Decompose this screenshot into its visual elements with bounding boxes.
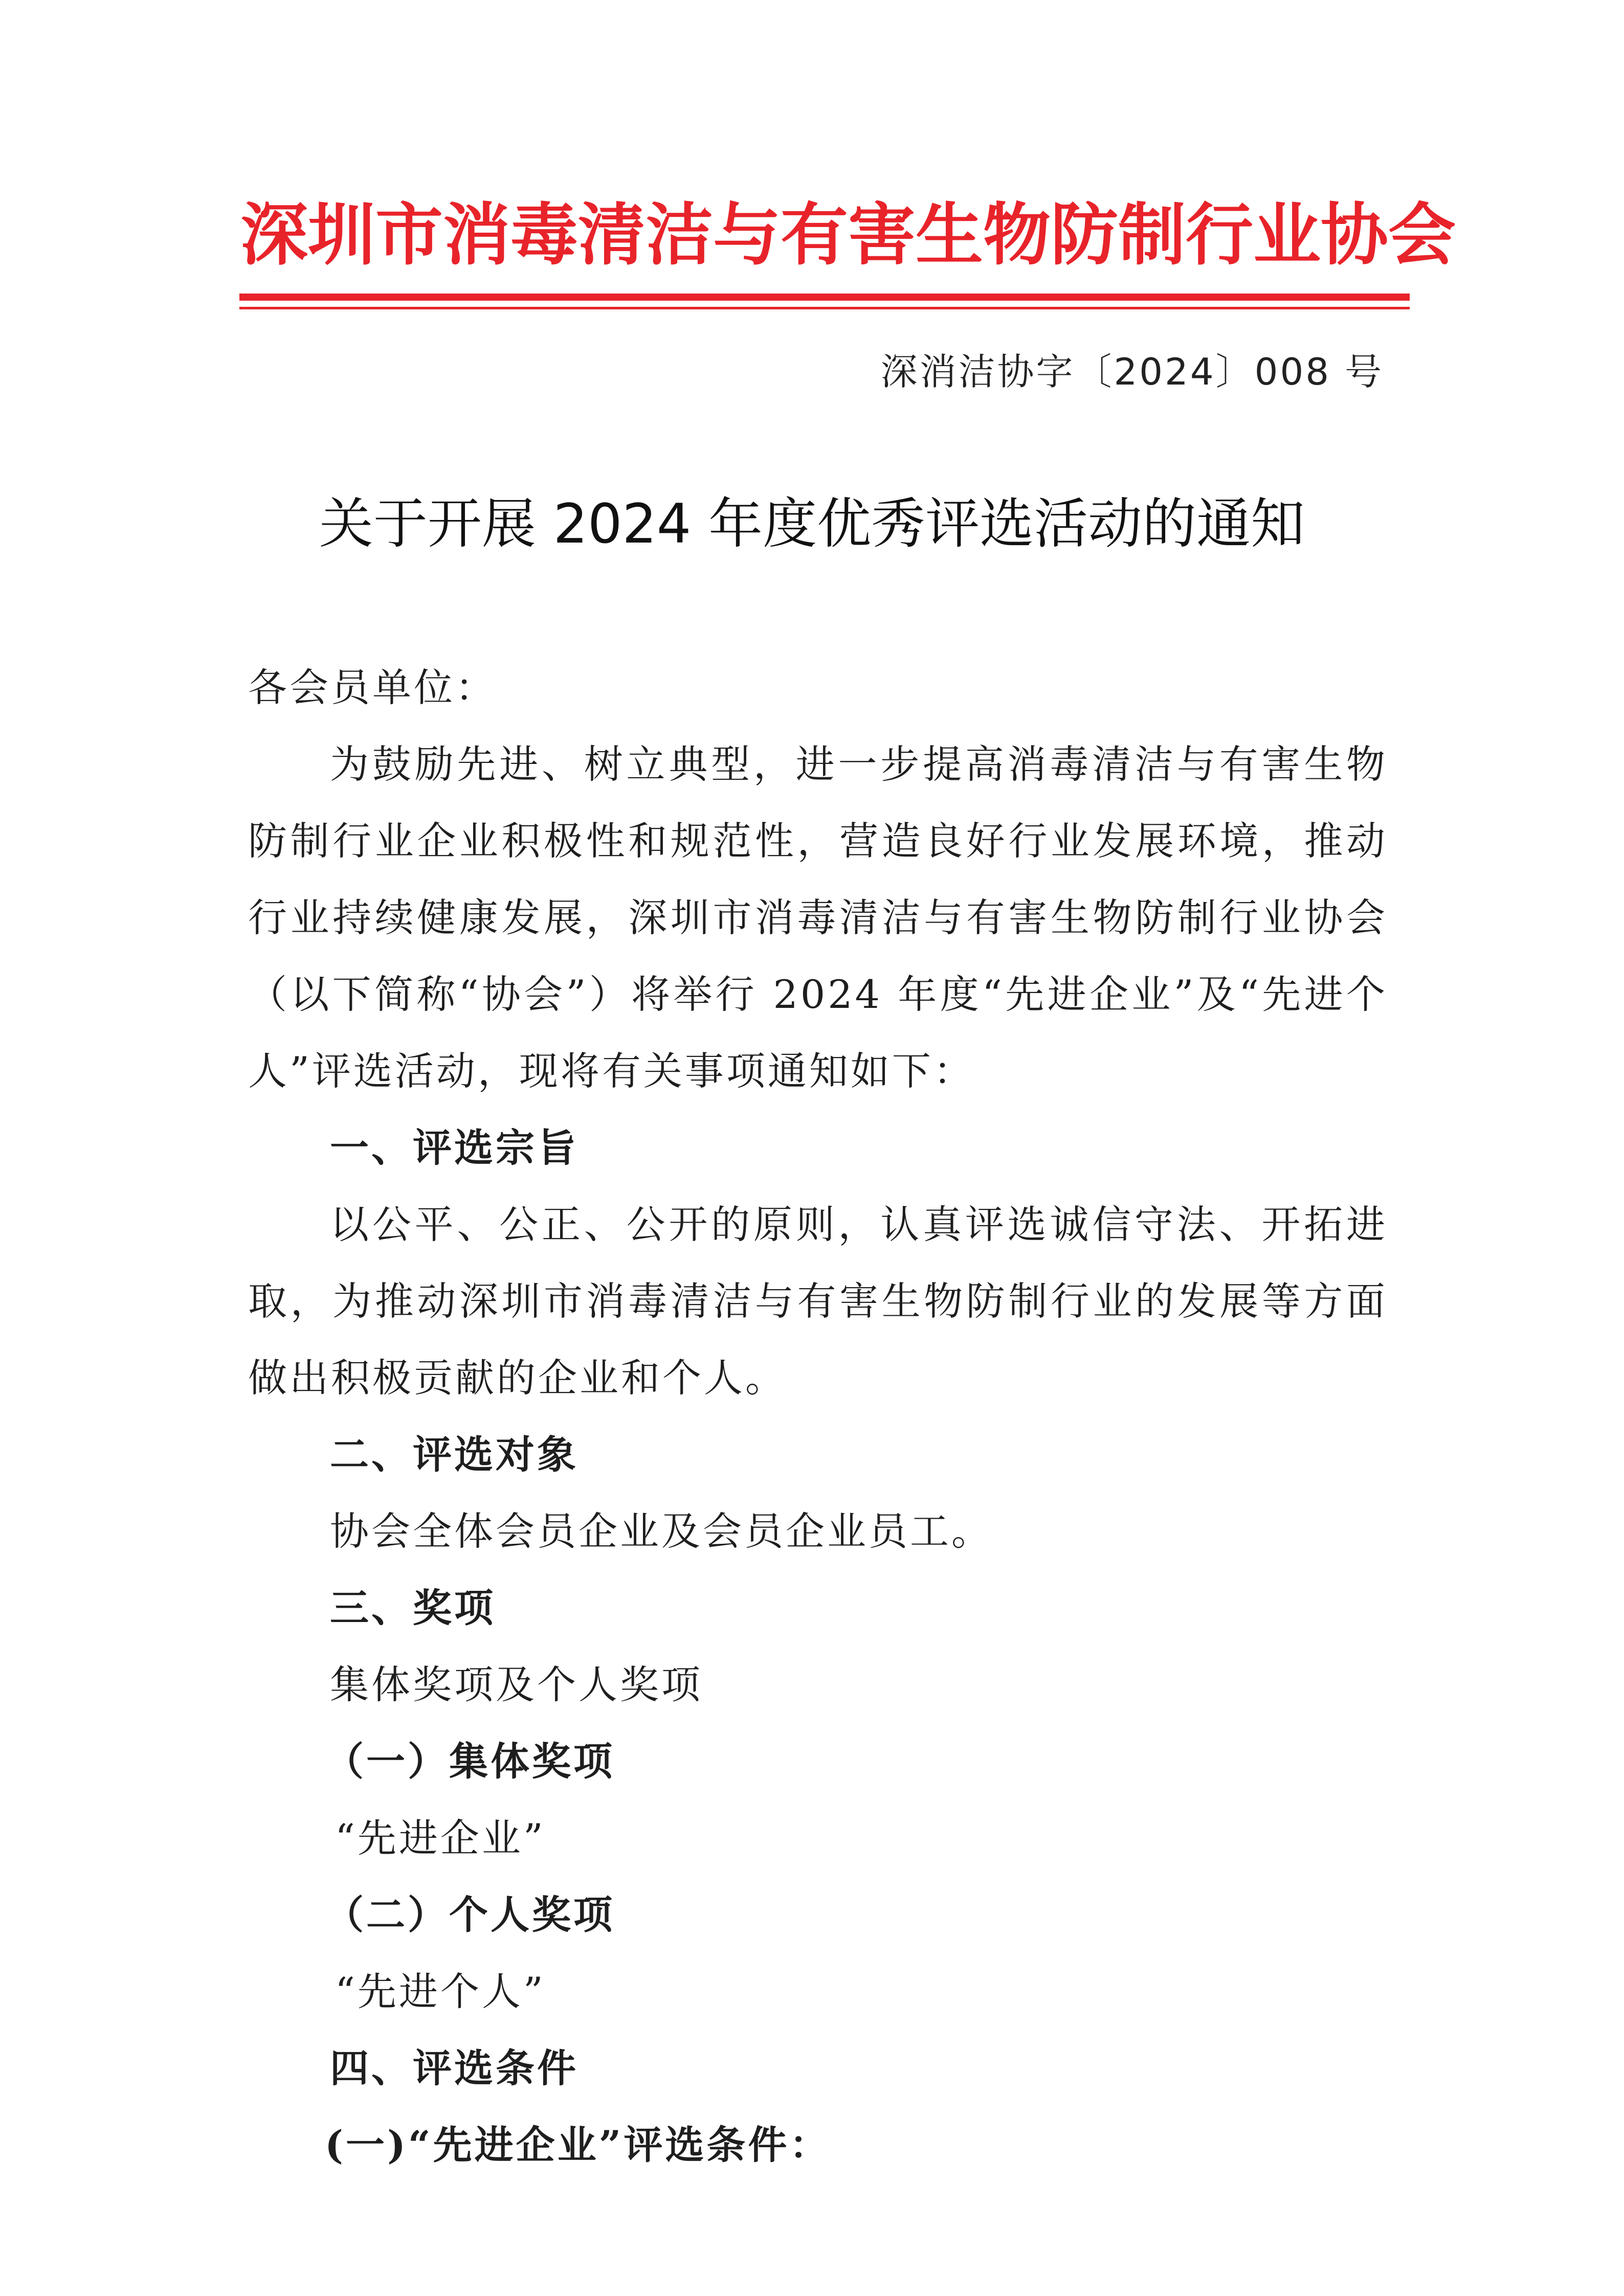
letterhead-rule-thick xyxy=(239,294,1410,301)
salutation: 各会员单位： xyxy=(248,665,497,710)
section-heading-targets: 二、评选对象 xyxy=(330,1432,579,1477)
subsection-heading-collective: （一）集体奖项 xyxy=(325,1739,615,1784)
award-item-advanced-individual: “先进个人” xyxy=(335,1969,546,2014)
section-text-targets: 协会全体会员企业及会员企业员工。 xyxy=(330,1509,993,1554)
section-heading-criteria: 四、评选条件 xyxy=(330,2045,579,2091)
section-text-awards: 集体奖项及个人奖项 xyxy=(330,1662,703,1707)
document-number: 深消洁协字〔2024〕008 号 xyxy=(880,350,1384,393)
document-body xyxy=(248,649,1388,2184)
subsection-heading-individual: （二）个人奖项 xyxy=(325,1892,615,1938)
award-item-advanced-enterprise: “先进企业” xyxy=(335,1815,546,1861)
section-text-purpose: 以公平、公正、公开的原则，认真评选诚信守法、开拓进取，为推动深圳市消毒清洁与有害生物防制行业的发展等方面做出积极贡献的企业和个人。 xyxy=(248,1202,1388,1401)
section-heading-purpose: 一、评选宗旨 xyxy=(330,1125,579,1170)
section-heading-awards: 三、奖项 xyxy=(330,1585,496,1631)
letterhead-rule-thin xyxy=(239,307,1410,309)
intro-paragraph: 为鼓励先进、树立典型，进一步提高消毒清洁与有害生物防制行业企业积极性和规范性，营造良好行业发展环境，推动行业持续健康发展，深圳市消毒清洁与有害生物防制行业协会（以下简称“协会”）将举行 2024 年度“先进企业”及“先进个人”评选活动，现将有关事项通知如下： xyxy=(248,741,1388,1094)
document-title: 关于开展 2024 年度优秀评选活动的通知 xyxy=(319,492,1305,555)
subsection-heading-enterprise-criteria: (一)“先进企业”评选条件： xyxy=(325,2122,831,2168)
organization-letterhead: 深圳市消毒清洁与有害生物防制行业协会 xyxy=(240,195,1456,275)
